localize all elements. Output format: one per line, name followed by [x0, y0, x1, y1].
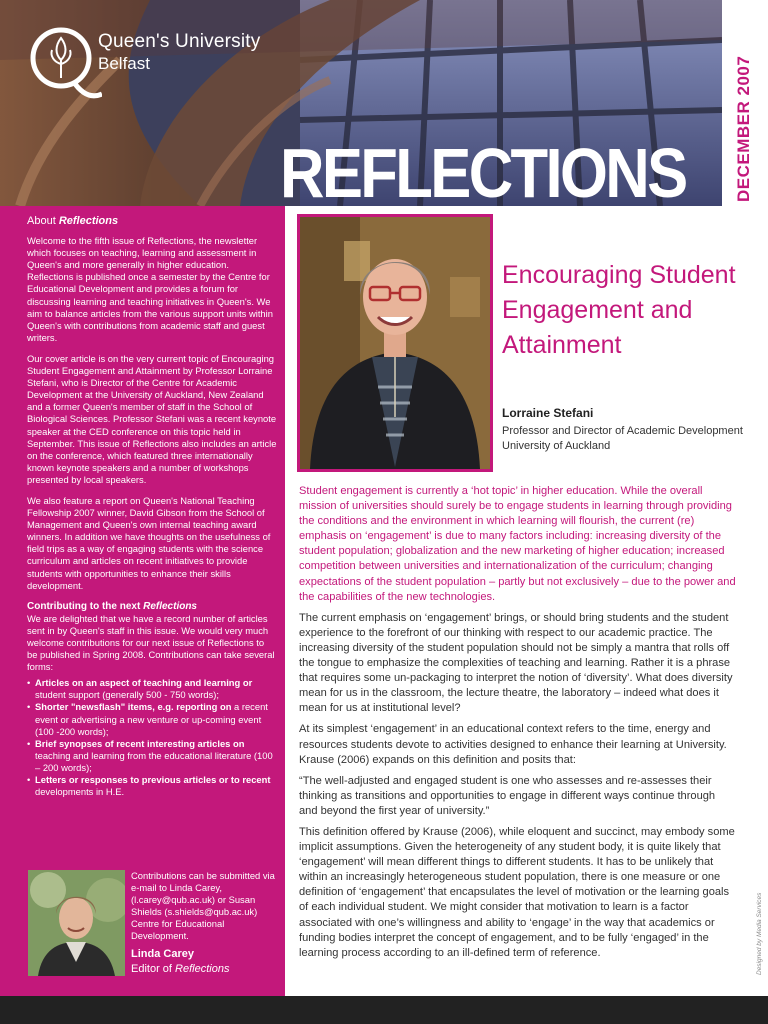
contribution-forms-list — [27, 677, 277, 798]
sidebar-paragraph: Welcome to the fifth issue of Reflections, the newsletter which focuses on teaching, learning and assessment in Queen's and more generally in higher education. Reflections is published once a semester by the Centre for Educational Development and provides a forum for discussing learning and teaching initiatives in Queen's. We aim to balance articles from the various support units within Queen's with contributions from academic staff and guest writers. — [27, 235, 273, 343]
editor-name: Linda Carey — [131, 948, 194, 960]
author-portrait-image — [300, 217, 490, 469]
form-title: Articles on an aspect of teaching and learning or — [35, 677, 253, 689]
about-title: Reflections — [58, 215, 119, 227]
sidebar — [0, 206, 285, 996]
submission-info: Contributions can be submitted via e-mail to Linda Carey, (l.carey@qub.ac.uk) or Susan Shields (s.shields@qub.ac.uk) Centre for Educational Development. — [131, 870, 275, 942]
contributing-text: We are delighted that we have a record number of articles sent in by Queen's staff in this issue. We would very much welcome contributions for our next issue of Reflections to be published in Spring 2008. Contributions can take several forms: — [27, 612, 275, 673]
editor-role-title: Reflections — [175, 963, 230, 975]
sidebar-content — [27, 215, 277, 798]
form-detail: student support (generally 500 - 750 words); — [35, 689, 219, 701]
author-photo — [300, 217, 490, 469]
article-quote: “The well-adjusted and engaged student is one who assesses and re-assesses their thinking as transitions and opportunities to engage in different ways continue through and beyond the first year of university.” — [299, 774, 716, 817]
form-title: Shorter "newsflash" items, e.g. reporting on — [35, 701, 232, 713]
author-name: Lorraine Stefani — [502, 406, 594, 420]
author-role: Professor and Director of Academic Development University of Auckland — [502, 425, 743, 452]
form-detail: teaching and learning from the educational literature (100 – 200 words); — [35, 749, 273, 773]
article-body — [299, 484, 736, 967]
contributing-heading-title: Reflections — [143, 600, 197, 612]
form-title: Letters or responses to previous articles or to recent — [35, 774, 271, 786]
about-heading — [27, 215, 277, 227]
editor-role-prefix: Editor of — [131, 963, 176, 975]
list-item — [27, 701, 277, 737]
university-city: Belfast — [98, 54, 150, 73]
list-item — [27, 677, 277, 701]
sidebar-paragraph: Our cover article is on the very current topic of Encouraging Student Engagement and Attainment by Professor Lorraine Stefani, who is Director of the Centre for Academic Development at the University of Auckland, New Zealand and a former Queen's member of staff in the School of Biological Sciences. Professor Stefani was a recent keynote speaker at the CED conference on this topic held in September. This issue of Reflections also includes an article on the conference, which featured three internationally known keynote speakers and a number of workshops presented by local speakers. — [27, 352, 277, 485]
article-paragraph: The current emphasis on ‘engagement’ brings, or should bring students and the student experience to the forefront of our thinking with respect to our academic practice. The increasing diversity of the student population should not be simply a mantra that rolls off the tongue to emphasize the complexities of teaching and learning. Rather it is a phrase that requires some un-packaging to interpret the notion of ‘diversity’. What does diversity mean for us in the classroom, the lecture theatre, the laboratory – indeed what does it mean for us at institutional level? — [299, 611, 733, 715]
university-crest-icon — [28, 26, 102, 100]
list-item — [27, 774, 277, 798]
article-headline: Encouraging Student Engagement and Attainment — [502, 261, 736, 359]
form-title: Brief synopses of recent interesting articles on — [35, 737, 245, 749]
sidebar-paragraph: We also feature a report on Queen's National Teaching Fellowship 2007 winner, David Gibson from the School of Management and Queen's own internal teaching award winners. In addition we have thoughts on the usefulness of field trips as a way of engaging students with the science curriculum and articles on recent initiatives to provide students with opportunities to enhance their skills development. — [27, 494, 271, 591]
author-photo-frame — [297, 214, 493, 472]
newsletter-masthead: REFLECTIONS — [280, 134, 686, 206]
list-item — [27, 738, 277, 774]
about-label: About — [27, 215, 59, 227]
editor-portrait-image — [28, 870, 125, 976]
contributing-heading-prefix: Contributing to the next — [27, 600, 144, 612]
form-detail: a recent event or advertising a new venture or up-coming event (100 -200 words); — [35, 701, 268, 737]
editor-photo — [28, 870, 125, 976]
article-paragraph: This definition offered by Krause (2006), while eloquent and succinct, may embody some implicit assumptions. Given the heterogeneity of any student body, it is quite likely that ‘engagement’ will mean different things to different students. It has to be unlikely that within an increasingly heterogeneous student population, there is one measure or one definition of ‘engagement’ that encapsulates the level of motivation or the learning goals of each individual student. We might consider that motivation to learn is a factor associated with one’s willingness and ability to ‘engage’ in the way that academics or funding bodies interpret the concept of engagement, and to be fully ‘engaged’ in the learning process according to an ill-defined term of reference. — [299, 825, 735, 959]
issue-date: DECEMBER 2007 — [734, 55, 753, 202]
form-detail: developments in H.E. — [35, 786, 125, 798]
contributing-heading — [27, 601, 277, 613]
design-credit: Designed by Media Services — [756, 892, 763, 975]
header-banner — [0, 0, 722, 206]
university-logo — [28, 26, 268, 110]
editor-role — [131, 963, 229, 975]
article-lead: Student engagement is currently a ‘hot topic’ in higher education. While the overall mission of universities should surely be to engage students in learning through providing the conditions and the environment in which learning will flourish, the current (re) emphasis on ‘engagement’ is due to many factors including: increasing diversity of the student population; globalization and the new marketing of higher education; increased competition between universities and internationalization of the curriculum; changing expectations of the student population – partly but not exclusively – due to the power and the capabilities of the new technologies. — [299, 485, 736, 603]
issue-date-strip — [722, 0, 768, 206]
university-name: Queen's University — [98, 31, 261, 52]
article-paragraph: At its simplest ‘engagement’ in an educational context refers to the time, energy and resources students devote to activities designed to enhance their learning at University. Krause (2006) expands on this definition and posits that: — [299, 723, 727, 766]
footer-bar — [0, 996, 768, 1024]
